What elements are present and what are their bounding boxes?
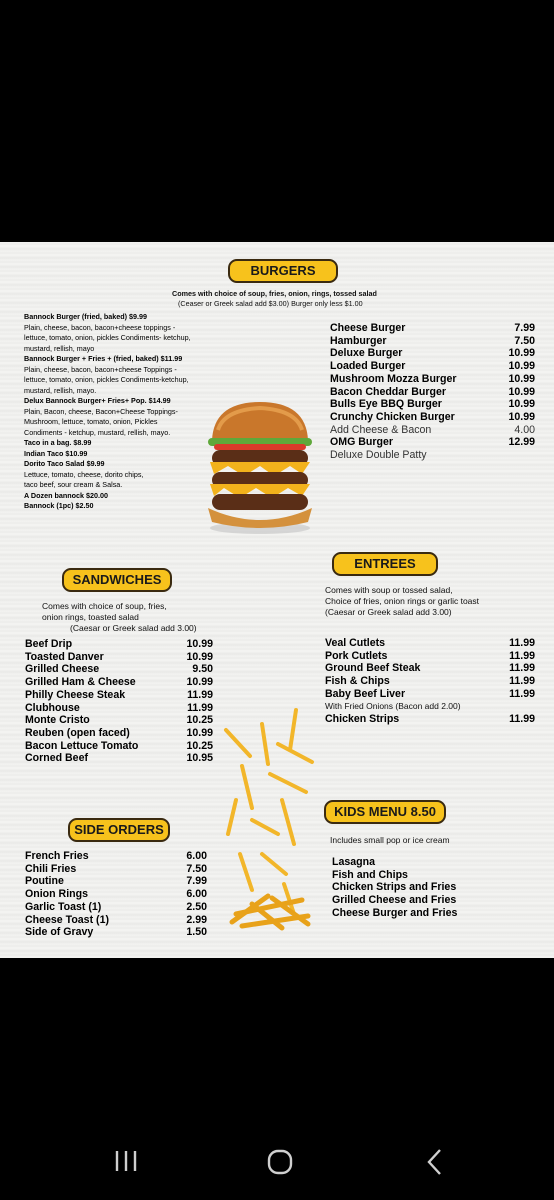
sandwich-item-price: 10.99 xyxy=(186,676,213,689)
burger-item-row xyxy=(330,398,535,411)
burger-line: Taco in a bag. $8.99 xyxy=(24,438,92,447)
sandwich-item-row xyxy=(25,714,213,727)
sandwich-item-name: Reuben (open faced) xyxy=(25,726,130,739)
side-item-name: Cheese Toast (1) xyxy=(25,913,109,926)
side-item-row xyxy=(25,901,207,914)
burger-line: Plain, cheese, bacon, bacon+cheese toppings - xyxy=(24,322,176,332)
burger-item-name: Mushroom Mozza Burger xyxy=(330,372,457,385)
burger-item-name: Deluxe Burger xyxy=(330,347,403,360)
sandwich-item-row xyxy=(25,651,213,664)
sandwich-item-row xyxy=(25,740,213,753)
sandwich-item-name: Bacon Lettuce Tomato xyxy=(25,739,139,752)
side-item-name: Garlic Toast (1) xyxy=(25,900,102,913)
sandwich-item-price: 9.50 xyxy=(192,663,213,676)
sandwich-item-price: 10.25 xyxy=(186,739,213,752)
side-item-row xyxy=(25,926,207,939)
entrees-last-row xyxy=(325,713,535,726)
sandwich-item-row xyxy=(25,727,213,740)
entree-item-row xyxy=(325,688,535,701)
side-item-price: 2.99 xyxy=(186,913,207,926)
burger-line: Bannock Burger + Fries + (fried, baked) $11.99 xyxy=(24,354,183,363)
entree-item-name: Veal Cutlets xyxy=(325,637,386,649)
burger-item-name: Cheese Burger xyxy=(330,322,406,334)
burger-line: Delux Bannock Burger+ Fries+ Pop. $14.99 xyxy=(24,396,171,405)
entree-item-row xyxy=(325,637,535,650)
sandwich-item-name: Toasted Danver xyxy=(25,650,104,663)
side-item-price: 7.50 xyxy=(186,862,207,875)
burger-line: lettuce, tomato, onion, pickles Condiments-ketchup, xyxy=(24,375,189,384)
sandwiches-subtitle-2: onion rings, toasted salad xyxy=(42,612,139,622)
side-item-price: 6.00 xyxy=(186,888,207,901)
burger-item-price: 7.50 xyxy=(514,334,535,347)
burger-item-row xyxy=(330,386,535,399)
burger-line: Plain, cheese, bacon, bacon+cheese Toppings - xyxy=(24,364,177,374)
entrees-header: ENTREES xyxy=(332,552,438,576)
burger-line: taco beef, sour cream & Salsa. xyxy=(24,480,123,489)
sides-list xyxy=(25,850,207,939)
entree-item-price: 11.99 xyxy=(509,687,535,700)
side-item-name: French Fries xyxy=(25,850,89,862)
kids-item: Fish and Chips xyxy=(332,868,408,881)
burgers-subtitle: Comes with choice of soup, fries, onion, rings, tossed salad xyxy=(172,289,377,298)
side-item-price: 2.50 xyxy=(186,900,207,913)
burger-line: Lettuce, tomato, cheese, dorito chips, xyxy=(24,469,144,479)
side-item-name: Chili Fries xyxy=(25,862,77,875)
burger-item-row xyxy=(330,436,535,449)
sandwich-item-name: Philly Cheese Steak xyxy=(25,688,126,701)
entree-item-price: 11.99 xyxy=(509,649,535,662)
sandwich-item-price: 10.99 xyxy=(186,726,213,739)
sandwich-item-name: Beef Drip xyxy=(25,638,73,650)
sandwiches-subtitle-3: (Caesar or Greek salad add 3.00) xyxy=(70,623,197,633)
burger-item-row xyxy=(330,335,535,348)
side-item-row xyxy=(25,888,207,901)
sandwich-item-name: Grilled Cheese xyxy=(25,663,100,676)
sandwich-item-name: Clubhouse xyxy=(25,701,80,714)
entree-item-name: Baby Beef Liver xyxy=(325,687,406,700)
sandwiches-list xyxy=(25,638,213,765)
burger-line: Plain, Bacon, cheese, Bacon+Cheese Toppings- xyxy=(24,406,178,416)
burger-line: Condiments - ketchup, mustard, rellish, mayo. xyxy=(24,427,171,437)
kids-header: KIDS MENU 8.50 xyxy=(324,800,446,824)
entree-item-price: 11.99 xyxy=(509,637,535,649)
burgers-right-list xyxy=(330,322,535,462)
entree-item-row xyxy=(325,662,535,675)
sandwich-item-price: 10.95 xyxy=(186,752,213,765)
sandwich-item-row xyxy=(25,663,213,676)
burger-item-row xyxy=(330,347,535,360)
burger-item-row xyxy=(330,411,535,424)
entree-price: 11.99 xyxy=(509,713,535,725)
entree-item-price: 11.99 xyxy=(509,675,535,688)
entrees-list xyxy=(325,637,535,701)
sandwich-item-name: Corned Beef xyxy=(25,752,88,765)
burger-line: Bannock Burger (fried, baked) $9.99 xyxy=(24,312,148,321)
burger-item-row xyxy=(330,424,535,437)
entrees-subtitle: Comes with soup or tossed salad, xyxy=(325,585,453,595)
burger-item-name: Crunchy Chicken Burger xyxy=(330,410,455,423)
sandwich-item-price: 11.99 xyxy=(187,688,213,701)
burger-line: Indian Taco $10.99 xyxy=(24,448,88,458)
burger-item-row xyxy=(330,449,535,462)
side-item-name: Onion Rings xyxy=(25,888,88,901)
burger-line: mustard, rellish, mayo. xyxy=(24,385,97,395)
side-item-row xyxy=(25,863,207,876)
entrees-subtitle-2: Choice of fries, onion rings or garlic toast xyxy=(325,596,480,606)
side-item-row xyxy=(25,914,207,927)
entree-name: Chicken Strips xyxy=(325,713,400,725)
fries-image xyxy=(222,704,322,934)
sandwiches-subtitle: Comes with choice of soup, fries, xyxy=(42,601,167,611)
recents-icon[interactable] xyxy=(114,1150,138,1172)
burger-item-price: 12.99 xyxy=(508,436,535,449)
side-item-row xyxy=(25,875,207,888)
sandwich-item-price: 10.25 xyxy=(186,714,213,727)
burger-item-price: 10.99 xyxy=(508,398,535,411)
burger-item-name: Hamburger xyxy=(330,334,387,347)
sides-header: SIDE ORDERS xyxy=(68,818,170,842)
side-item-row xyxy=(25,850,207,863)
burger-item-row xyxy=(330,322,535,335)
burger-item-price: 4.00 xyxy=(514,423,535,436)
side-item-name: Poutine xyxy=(25,875,64,888)
burger-item-price: 7.99 xyxy=(514,322,535,334)
burger-item-row xyxy=(330,360,535,373)
entree-item-name: Ground Beef Steak xyxy=(325,662,421,675)
burger-image xyxy=(204,400,316,536)
burger-line: Bannock (1pc) $2.50 xyxy=(24,501,94,510)
burger-item-price: 10.99 xyxy=(508,360,535,373)
entree-item-name: Fish & Chips xyxy=(325,675,390,688)
entree-item-price: 11.99 xyxy=(509,662,535,675)
sandwiches-header: SANDWICHES xyxy=(62,568,172,592)
burger-line: Dorito Taco Salad $9.99 xyxy=(24,459,105,468)
burger-item-price: 10.99 xyxy=(508,372,535,385)
entrees-subtitle-3: (Caesar or Greek salad add 3.00) xyxy=(325,607,452,617)
kids-item: Grilled Cheese and Fries xyxy=(332,894,457,907)
burger-line: A Dozen bannock $20.00 xyxy=(24,490,109,500)
burger-line: mustard, rellish, mayo xyxy=(24,343,95,353)
side-item-name: Side of Gravy xyxy=(25,926,94,939)
entree-item-row xyxy=(325,675,535,688)
burger-item-name: Add Cheese & Bacon xyxy=(330,423,432,436)
burger-item-name: Deluxe Double Patty xyxy=(330,449,427,462)
sandwich-item-row xyxy=(25,702,213,715)
burger-item-price: 10.99 xyxy=(508,410,535,423)
sandwich-item-price: 10.99 xyxy=(186,650,213,663)
burger-item-row xyxy=(330,373,535,386)
side-item-price: 1.50 xyxy=(186,926,207,939)
navigation-bar xyxy=(0,1130,554,1190)
burger-item-name: Loaded Burger xyxy=(330,360,406,373)
kids-list xyxy=(332,856,532,920)
kids-subtitle: Includes small pop or ice cream xyxy=(330,835,450,845)
burger-item-name: OMG Burger xyxy=(330,436,393,449)
burger-item-name: Bacon Cheddar Burger xyxy=(330,385,446,398)
burger-line: Mushroom, lettuce, tomato, onion, Pickles xyxy=(24,417,158,426)
sandwich-item-name: Monte Cristo xyxy=(25,714,90,727)
burgers-left-list xyxy=(24,312,224,512)
side-item-price: 7.99 xyxy=(186,875,207,888)
kids-item: Chicken Strips and Fries xyxy=(332,881,457,894)
home-icon[interactable] xyxy=(267,1149,293,1175)
sandwich-item-price: 10.99 xyxy=(186,638,213,650)
kids-item: Cheese Burger and Fries xyxy=(332,906,458,919)
burger-line: lettuce, tomato, onion, pickles Condiments- ketchup, xyxy=(24,333,191,342)
sandwich-item-row xyxy=(25,638,213,651)
entrees-note: With Fried Onions (Bacon add 2.00) xyxy=(325,701,461,711)
sandwich-item-row xyxy=(25,689,213,702)
back-icon[interactable] xyxy=(426,1148,444,1176)
burger-item-price: 10.99 xyxy=(508,347,535,360)
burgers-header: BURGERS xyxy=(228,259,338,283)
burgers-subtitle-2: (Ceaser or Greek salad add $3.00) Burger only less $1.00 xyxy=(178,299,363,308)
kids-item: Lasagna xyxy=(332,856,375,868)
sandwich-item-row xyxy=(25,676,213,689)
sandwich-item-row xyxy=(25,752,213,765)
menu-image xyxy=(0,242,554,958)
entree-item-name: Pork Cutlets xyxy=(325,649,388,662)
burger-item-name: Bulls Eye BBQ Burger xyxy=(330,398,442,411)
sandwich-item-price: 11.99 xyxy=(187,701,213,714)
burger-item-price: 10.99 xyxy=(508,385,535,398)
sandwich-item-name: Grilled Ham & Cheese xyxy=(25,676,136,689)
side-item-price: 6.00 xyxy=(186,850,207,862)
entree-item-row xyxy=(325,650,535,663)
